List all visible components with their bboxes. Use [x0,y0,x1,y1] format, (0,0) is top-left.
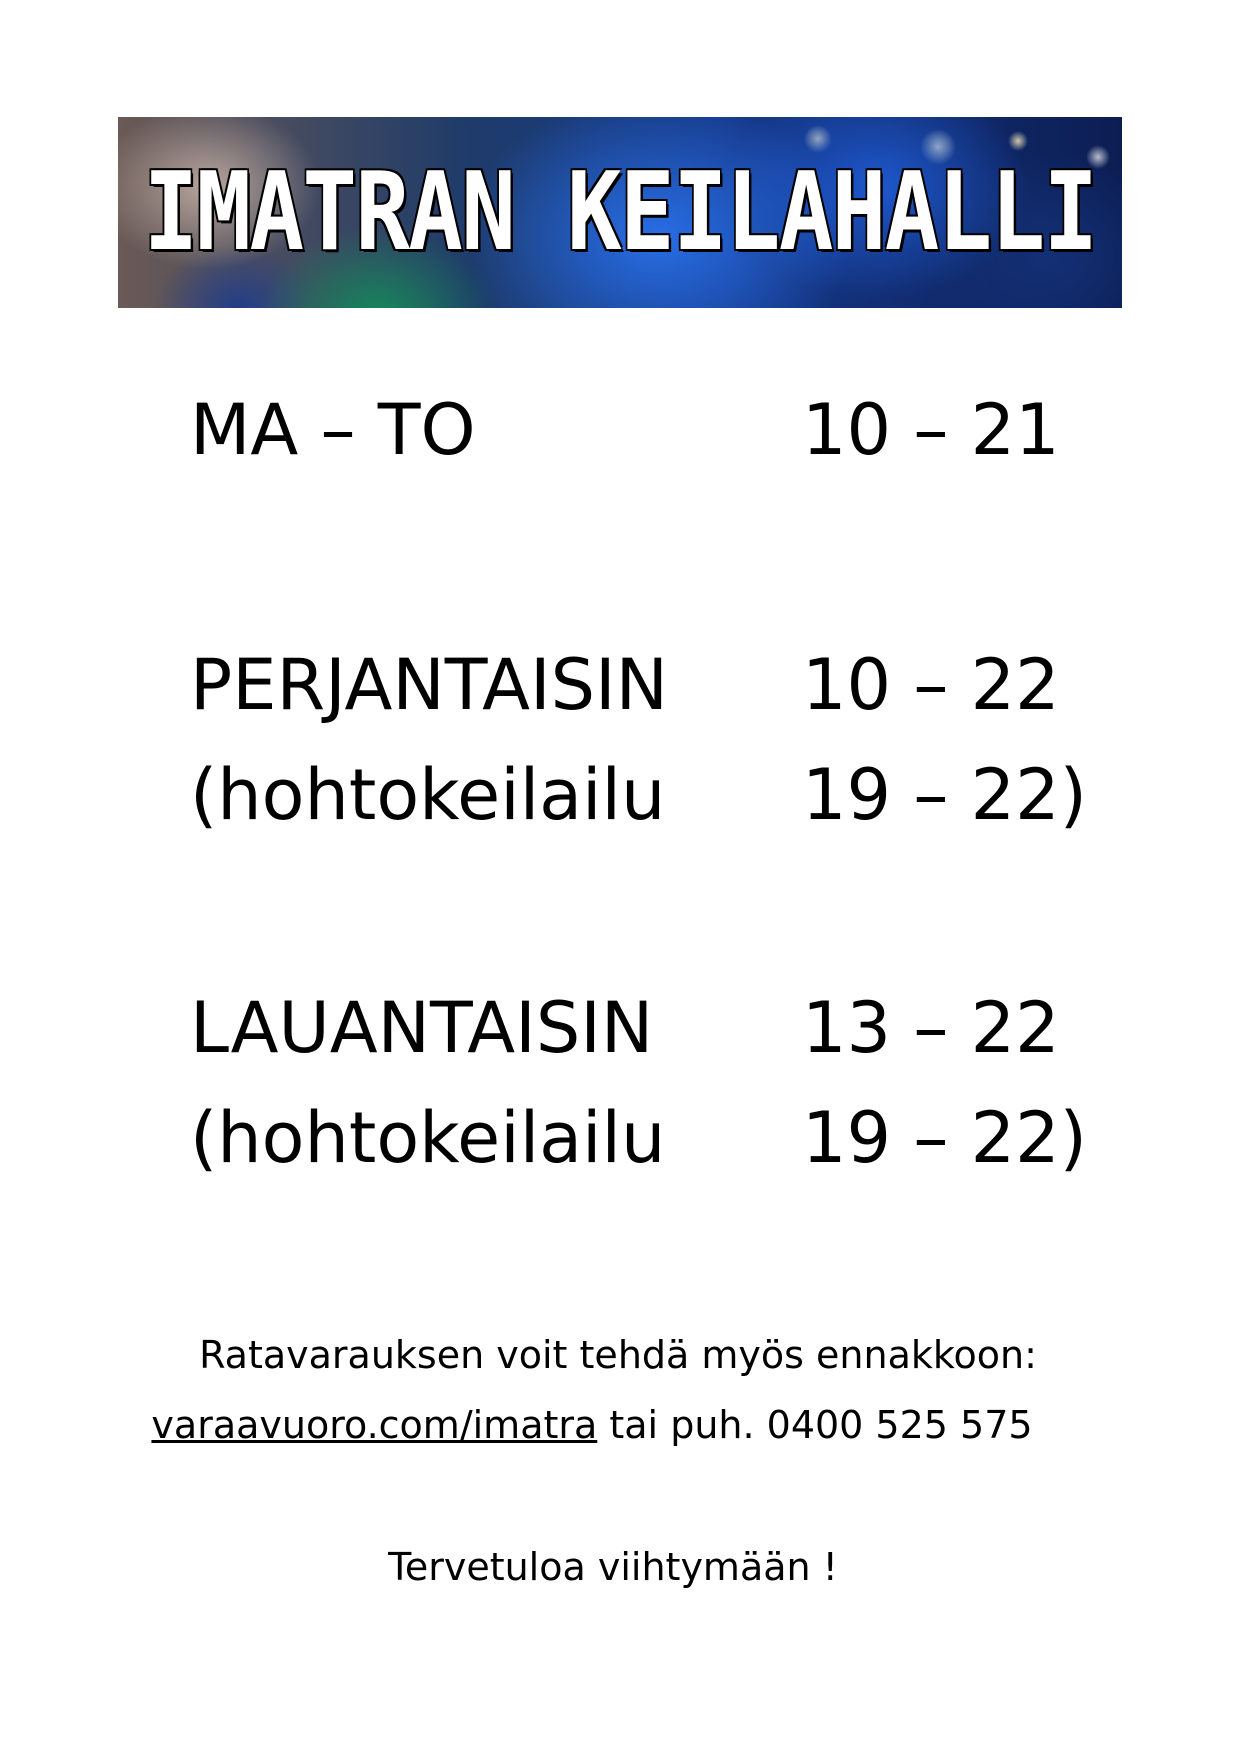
reservation-intro: Ratavarauksen voit tehdä myös ennakkoon: [199,1333,1037,1377]
header-banner [118,117,1122,308]
hours-row [190,1093,1090,1183]
hours-row [190,385,1090,475]
day-label: (hohtokeilailu [190,754,666,836]
phone-text: tai puh. 0400 525 575 [597,1403,1033,1447]
welcome-text: Tervetuloa viihtymään ! [388,1545,838,1589]
day-label: LAUANTAISIN [190,987,654,1069]
day-label: MA – TO [190,389,476,471]
day-label: PERJANTAISIN [190,644,669,726]
hours-row [190,640,1090,730]
time-range: 10 – 21 [802,389,1060,471]
time-range: 19 – 22) [802,1097,1087,1179]
time-range: 10 – 22 [802,644,1060,726]
hours-row [190,983,1090,1073]
day-label: (hohtokeilailu [190,1097,666,1179]
hours-row [190,750,1090,840]
time-range: 19 – 22) [802,754,1087,836]
reservation-link[interactable]: varaavuoro.com/imatra [151,1403,598,1447]
time-range: 13 – 22 [802,987,1060,1069]
reservation-contact [0,1400,1212,1450]
banner-title: IMATRAN KEILAHALLI [143,149,1097,275]
